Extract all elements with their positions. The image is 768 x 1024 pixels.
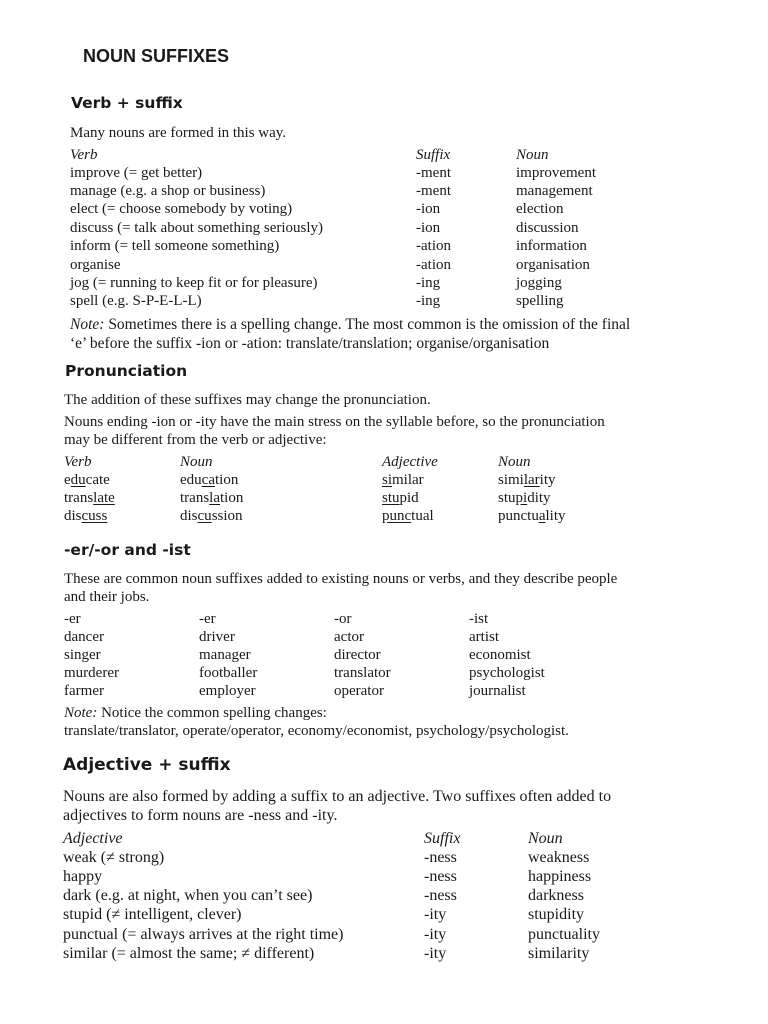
note-line: ‘e’ before the suffix -ion or -ation: translate/translation; organise/organisation <box>70 335 550 352</box>
cell-verb: educate <box>64 472 110 488</box>
paragraph-line: These are common noun suffixes added to existing nouns or verbs, and they describe people <box>64 571 618 587</box>
list-item: manager <box>199 647 251 663</box>
cell-verb: translate <box>64 490 115 506</box>
note-label: Note: <box>64 705 98 721</box>
cell-noun: discussion <box>516 220 579 236</box>
cell-adjective: punctual (= always arrives at the right time) <box>63 926 344 943</box>
cell-noun: punctuality <box>498 508 566 524</box>
col-header-verb: Verb <box>70 147 98 163</box>
list-item: journalist <box>469 683 526 699</box>
heading-er-or-ist: -er/-or and -ist <box>64 541 191 559</box>
cell-verb: discuss (= talk about something seriously) <box>70 220 324 236</box>
paragraph-line: adjectives to form nouns are -ness and -ity. <box>63 807 338 824</box>
cell-suffix: -ing <box>416 293 441 309</box>
cell-suffix: -ion <box>416 220 441 236</box>
cell-noun: translation <box>180 490 244 506</box>
col-header-adjective: Adjective <box>63 830 123 847</box>
note-line <box>70 316 630 334</box>
cell-noun: stupidity <box>498 490 551 506</box>
cell-noun: improvement <box>516 165 596 181</box>
col-header-noun: Noun <box>180 454 213 470</box>
paragraph-line: The addition of these suffixes may change the pronunciation. <box>64 392 431 408</box>
cell-noun: similarity <box>528 945 590 962</box>
cell-adjective: similar <box>382 472 424 488</box>
col-header-noun: Noun <box>528 830 563 847</box>
paragraph-line: Nouns are also formed by adding a suffix to an adjective. Two suffixes often added to <box>63 788 612 805</box>
page-title: NOUN SUFFIXES <box>83 46 230 66</box>
heading-verb-suffix: Verb + suffix <box>71 94 183 112</box>
col-header-er: -er <box>199 611 216 627</box>
cell-adjective: stupid <box>382 490 419 506</box>
cell-noun: management <box>516 183 593 199</box>
cell-adjective: similar (= almost the same; ≠ different) <box>63 945 315 962</box>
cell-adjective: weak (≠ strong) <box>63 849 165 866</box>
cell-suffix: -ation <box>416 257 451 273</box>
cell-noun: organisation <box>516 257 590 273</box>
cell-suffix: -ness <box>424 887 457 904</box>
heading-pronunciation: Pronunciation <box>65 362 188 380</box>
list-item: footballer <box>199 665 258 681</box>
list-item: driver <box>199 629 235 645</box>
paragraph-line: and their jobs. <box>64 589 150 605</box>
paragraph-line: may be different from the verb or adjective: <box>64 432 327 448</box>
note-line: translate/translator, operate/operator, economy/economist, psychology/psychologist. <box>64 723 569 739</box>
list-item: murderer <box>64 665 119 681</box>
cell-verb: improve (= get better) <box>70 165 203 181</box>
list-item: translator <box>334 665 391 681</box>
list-item: singer <box>64 647 101 663</box>
note-text: Sometimes there is a spelling change. The most common is the omission of the final <box>108 316 631 333</box>
list-item: employer <box>199 683 256 699</box>
cell-verb: elect (= choose somebody by voting) <box>70 201 293 217</box>
cell-verb: inform (= tell someone something) <box>70 238 280 254</box>
col-header-noun: Noun <box>516 147 549 163</box>
cell-adjective: happy <box>63 868 103 885</box>
list-item: actor <box>334 629 364 645</box>
cell-noun: weakness <box>528 849 590 866</box>
cell-suffix: -ation <box>416 238 451 254</box>
col-header-er: -er <box>64 611 81 627</box>
list-item: farmer <box>64 683 104 699</box>
cell-noun: punctuality <box>528 926 600 943</box>
col-header-ist: -ist <box>469 611 489 627</box>
cell-suffix: -ness <box>424 849 457 866</box>
cell-noun: darkness <box>528 887 584 904</box>
note-line <box>64 704 327 722</box>
cell-suffix: -ity <box>424 926 447 943</box>
cell-noun: happiness <box>528 868 592 885</box>
col-header-suffix: Suffix <box>416 147 451 163</box>
cell-adjective: punctual <box>382 508 434 524</box>
col-header-verb: Verb <box>64 454 92 470</box>
list-item: operator <box>334 683 384 699</box>
list-item: artist <box>469 629 499 645</box>
col-header-noun: Noun <box>498 454 531 470</box>
paragraph-line: Nouns ending -ion or -ity have the main stress on the syllable before, so the pronunciation <box>64 414 605 430</box>
cell-suffix: -ment <box>416 165 451 181</box>
note-text: Notice the common spelling changes: <box>101 705 327 721</box>
cell-suffix: -ity <box>424 906 447 923</box>
cell-verb: spell (e.g. S-P-E-L-L) <box>70 293 202 309</box>
cell-suffix: -ion <box>416 201 441 217</box>
cell-suffix: -ing <box>416 275 441 291</box>
cell-verb: jog (= running to keep fit or for pleasure) <box>70 275 318 291</box>
cell-verb: manage (e.g. a shop or business) <box>70 183 266 199</box>
list-item: dancer <box>64 629 104 645</box>
list-item: economist <box>469 647 531 663</box>
col-header-adjective: Adjective <box>382 454 438 470</box>
cell-noun: education <box>180 472 239 488</box>
col-header-suffix: Suffix <box>424 830 461 847</box>
cell-adjective: dark (e.g. at night, when you can’t see) <box>63 887 313 904</box>
intro-text: Many nouns are formed in this way. <box>70 125 287 141</box>
list-item: psychologist <box>469 665 545 681</box>
cell-suffix: -ity <box>424 945 447 962</box>
cell-noun: information <box>516 238 587 254</box>
list-item: director <box>334 647 381 663</box>
cell-noun: spelling <box>516 293 564 309</box>
cell-adjective: stupid (≠ intelligent, clever) <box>63 906 242 923</box>
cell-noun: discussion <box>180 508 243 524</box>
note-label: Note: <box>70 316 105 333</box>
cell-suffix: -ment <box>416 183 451 199</box>
cell-verb: discuss <box>64 508 108 524</box>
cell-noun: jogging <box>516 275 562 291</box>
cell-noun: stupidity <box>528 906 585 923</box>
heading-adjective-suffix: Adjective + suffix <box>63 755 231 775</box>
cell-suffix: -ness <box>424 868 457 885</box>
col-header-or: -or <box>334 611 352 627</box>
cell-noun: election <box>516 201 564 217</box>
cell-noun: similarity <box>498 472 556 488</box>
cell-verb: organise <box>70 257 121 273</box>
